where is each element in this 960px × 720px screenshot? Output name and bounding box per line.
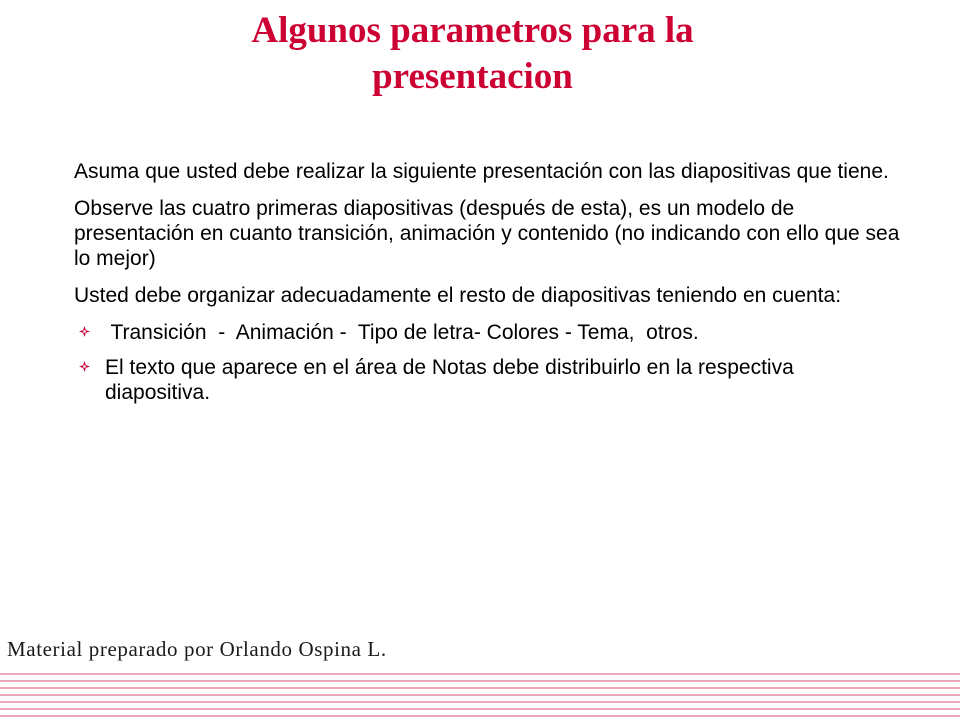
- slide-title: [140, 8, 805, 100]
- bullet-text: El texto que aparece en el área de Notas debe distribuirlo en la respectiva diapositiva.: [105, 356, 794, 404]
- footer-credit: Material preparado por Orlando Ospina L.: [7, 637, 387, 661]
- footer-rule-lines: [0, 672, 960, 720]
- slide-title-line-2: presentacion: [372, 56, 573, 97]
- bullet-item: [74, 355, 904, 405]
- paragraph-observe: Observe las cuatro primeras diapositivas (después de esta), es un modelo de presentación en cuanto transición, animación y contenido (no indicando con ello que sea lo mejor): [74, 197, 900, 270]
- slide-title-line-1: Algunos parametros para la: [251, 10, 694, 51]
- bullet-item: [74, 320, 904, 345]
- bullet-diamond-icon: [79, 326, 90, 337]
- paragraph-organize: Usted debe organizar adecuadamente el resto de diapositivas teniendo en cuenta:: [74, 284, 842, 307]
- paragraph-intro: Asuma que usted debe realizar la siguiente presentación con las diapositivas que tiene.: [74, 160, 889, 183]
- bullet-diamond-icon: [79, 361, 90, 372]
- slide-body: [74, 159, 904, 415]
- bullet-text: Transición - Animación - Tipo de letra- Colores - Tema, otros.: [105, 321, 699, 344]
